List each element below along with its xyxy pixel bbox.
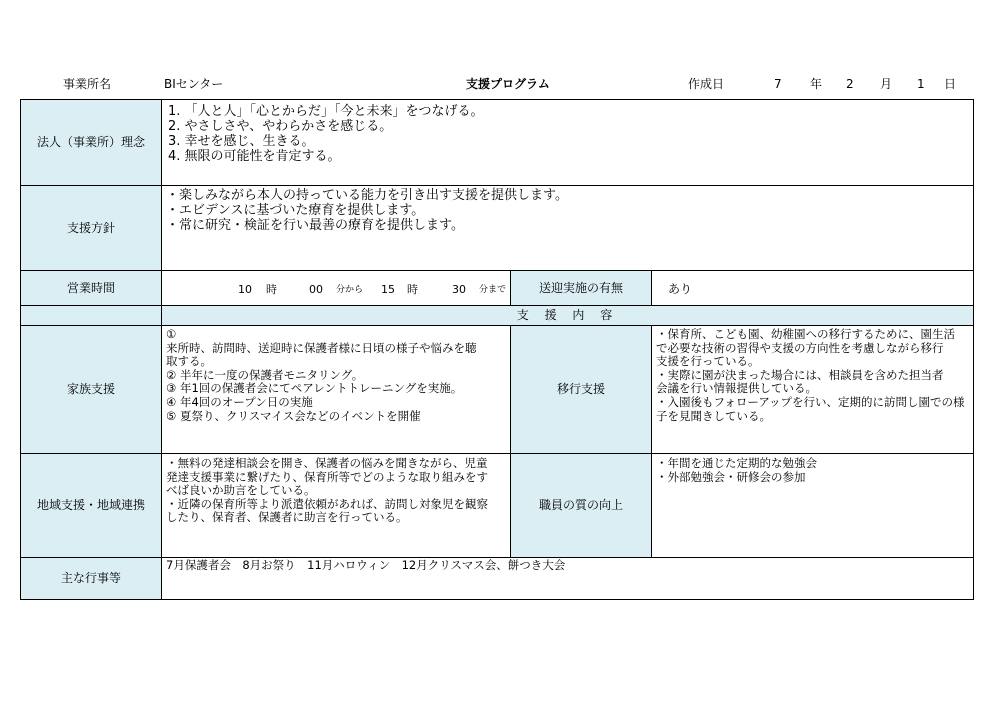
family-line: ③ 年1回の保護者会にてペアレントトレーニングを実施。 xyxy=(166,381,463,396)
family-line: ② 半年に一度の保護者モニタリング。 xyxy=(166,367,364,382)
transport-value-text: あり xyxy=(668,282,693,296)
philosophy-row xyxy=(21,100,974,186)
transport-value xyxy=(652,271,974,306)
family-line: 取する。 xyxy=(166,354,212,369)
community-line: ・近隣の保育所等より派遣依頼があれば、訪問し対象児を観察 xyxy=(166,496,488,511)
community-line: ・無料の発達相談会を開き、保護者の悩みを聞きながら、児童 xyxy=(166,456,488,470)
transport-label: 送迎実施の有無 xyxy=(511,271,652,306)
family-line: ④ 年4回のオープン日の実施 xyxy=(166,394,313,409)
hours-value xyxy=(162,271,511,306)
transition-line: ・実際に園が決まった場合には、相談員を含めた担当者 xyxy=(656,367,944,382)
staff-line: ・外部勉強会・研修会の参加 xyxy=(656,469,806,484)
start-hour: 10 xyxy=(238,283,252,296)
office-name-value: BIセンター xyxy=(164,77,224,91)
transition-support-content xyxy=(652,326,974,454)
hour-unit: 時 xyxy=(266,283,277,296)
transition-line: 子を見聞きしている。 xyxy=(656,408,771,423)
policy-label: 支援方針 xyxy=(21,186,162,271)
philosophy-line: 1. 「人と人」「心とからだ」「今と未来」をつなげる。 xyxy=(168,104,484,119)
community-line: 発達支援事業に繋げたり、保育所等でどのような取り組みをす xyxy=(166,469,488,484)
philosophy-line: 3. 幸せを感じ、生きる。 xyxy=(168,134,315,149)
end-hour: 15 xyxy=(381,283,395,296)
transition-line: ・保育所、こども園、幼稚園への移行するために、園生活 xyxy=(656,327,955,341)
created-month-value: 2 xyxy=(846,77,854,91)
created-day-value: 1 xyxy=(917,77,925,91)
philosophy-line: 2. やさしさや、やわらかさを感じる。 xyxy=(168,119,393,134)
events-label: 主な行事等 xyxy=(21,558,162,600)
policy-line: ・楽しみながら本人の持っている能力を引き出す支援を提供します。 xyxy=(166,188,568,203)
support-program-table xyxy=(20,99,974,600)
transition-support-label: 移行支援 xyxy=(511,326,652,454)
transition-line: ・入園後もフォローアップを行い、定期的に訪問し園での様 xyxy=(656,394,965,409)
philosophy-content xyxy=(162,100,974,186)
philosophy-label: 法人（事業所）理念 xyxy=(21,100,162,186)
hours-row xyxy=(21,271,974,306)
policy-row xyxy=(21,186,974,271)
events-content xyxy=(162,558,974,600)
staff-line: ・年間を通じた定期的な勉強会 xyxy=(656,456,817,470)
transition-line: 会議を行い情報提供している。 xyxy=(656,381,817,396)
transition-line: で必要な技術の習得や支援の方向性を考慮しながら移行 xyxy=(656,340,944,355)
created-year-unit: 年 xyxy=(810,77,823,91)
family-support-label: 家族支援 xyxy=(21,326,162,454)
office-name-label: 事業所名 xyxy=(63,77,112,91)
community-support-content xyxy=(162,454,511,558)
end-minute: 30 xyxy=(452,283,466,296)
policy-content xyxy=(162,186,974,271)
staff-quality-label: 職員の質の向上 xyxy=(511,454,652,558)
community-line: べば良いか助言をしている。 xyxy=(166,483,316,498)
family-transition-row xyxy=(21,326,974,454)
until-label: 分まで xyxy=(479,285,507,295)
created-day-unit: 日 xyxy=(944,77,957,91)
policy-line: ・常に研究・検証を行い最善の療育を提供します。 xyxy=(166,218,464,233)
from-label: 分から xyxy=(336,285,364,295)
section-header: 支 援 内 容 xyxy=(162,306,974,326)
events-text: 7月保護者会 8月お祭り 11月ハロウィン 12月クリスマス会、餅つき大会 xyxy=(166,558,566,572)
community-support-label: 地域支援・地域連携 xyxy=(21,454,162,558)
created-date-label: 作成日 xyxy=(688,77,725,91)
philosophy-line: 4. 無限の可能性を肯定する。 xyxy=(168,149,341,164)
created-year-value: 7 xyxy=(774,77,782,91)
page-title: 支援プログラム xyxy=(466,77,550,91)
community-staff-row xyxy=(21,454,974,558)
section-header-row xyxy=(21,306,974,326)
hour-unit: 時 xyxy=(407,283,418,296)
family-support-content xyxy=(162,326,511,454)
community-line: したり、保育者、保護者に助言を行っている。 xyxy=(166,510,408,525)
family-line: ① xyxy=(166,327,177,341)
family-line: 来所時、訪問時、送迎時に保護者様に日頃の様子や悩みを聴 xyxy=(166,340,477,355)
policy-line: ・エビデンスに基づいた療育を提供します。 xyxy=(166,203,425,218)
start-minute: 00 xyxy=(309,283,323,296)
family-line: ⑤ 夏祭り、クリスマイス会などのイベントを開催 xyxy=(166,408,421,423)
staff-quality-content xyxy=(652,454,974,558)
events-row xyxy=(21,558,974,600)
hours-label: 営業時間 xyxy=(21,271,162,306)
created-month-unit: 月 xyxy=(880,77,893,91)
transition-line: 支援を行っている。 xyxy=(656,354,760,369)
